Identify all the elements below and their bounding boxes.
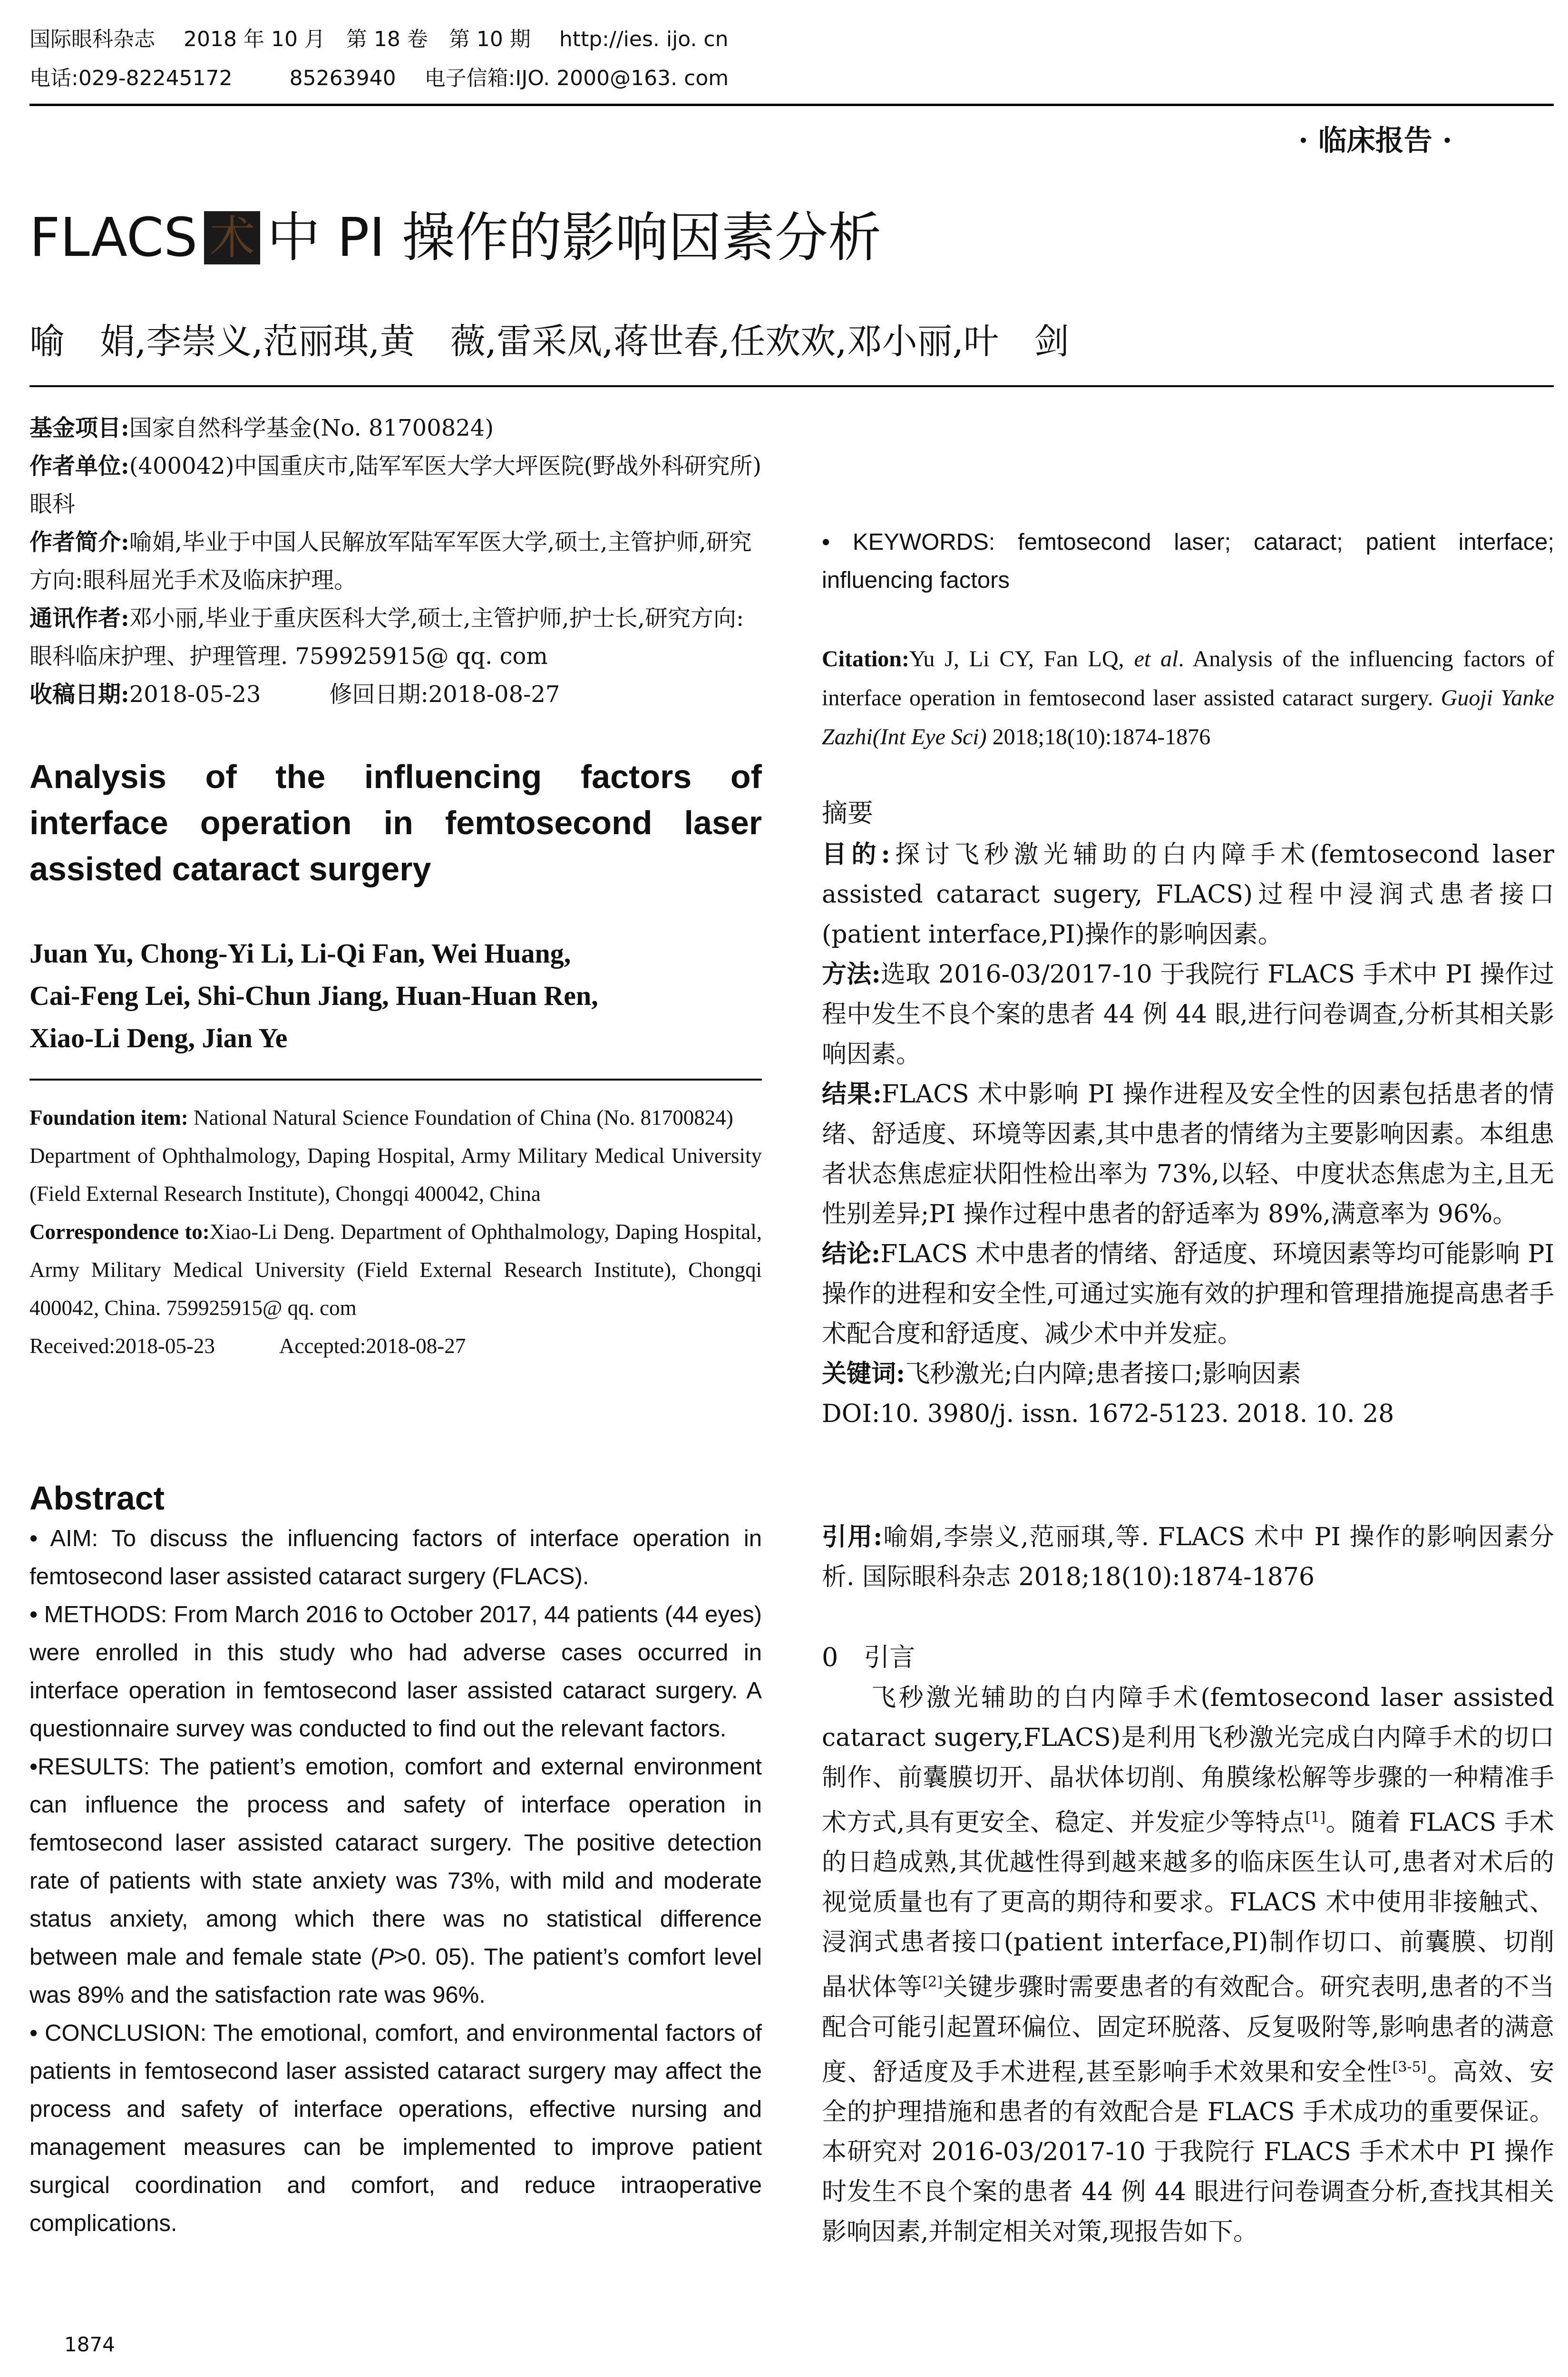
journal-email: 电子信箱:IJO. 2000@163. com bbox=[424, 66, 729, 90]
abstract-cn-aim: 目的:探讨飞秒激光辅助的白内障手术(femtosecond laser assisted cataract sugery, FLACS)过程中浸润式患者接口(patient interface,PI)操作的影响因素。 bbox=[822, 840, 1554, 949]
abstract-cn-doi: DOI:10. 3980/j. issn. 1672-5123. 2018. 10. 28 bbox=[822, 1400, 1394, 1428]
title-en-line: Analysis of the influencing factors of bbox=[29, 758, 762, 795]
abstract-aim: • AIM: To discuss the influencing factors of interface operation in femtosecond laser assisted cataract surgery (FLACS). bbox=[29, 1526, 762, 1589]
abstract-results: •RESULTS: The patient’s emotion, comfort and external environment can influence the process and safety of interface operation in femtosecond laser assisted cataract surgery. The positive detection rate of patients with state anxiety was 73%, with mild and moderate status anxiety, among which there was no statistical difference between male and female state (P>0. 05). The patient’s comfort level was 89% and the satisfaction rate was 96%. bbox=[29, 1754, 762, 2008]
info-correspondence: 通讯作者:邓小丽,毕业于重庆医科大学,硕士,主管护师,护士长,研究方向:眼科临床护理、护理管理. 759925915@ qq. com bbox=[29, 605, 744, 670]
ref-1[interactable]: [1] bbox=[1305, 1809, 1326, 1826]
page-number: 1874 bbox=[64, 2333, 115, 2356]
abstract-conclusion-continued bbox=[822, 409, 1554, 523]
abstract-conclusion: • CONCLUSION: The emotional, comfort, and environmental factors of patients in femtosecond laser assisted cataract surgery may affect the process and safety of interface operations, effective nursing and management measures can be implemented to improve patient surgical coordination and comfort, and reduce intraoperative complications. bbox=[29, 2020, 762, 2236]
info-en-block bbox=[29, 1099, 762, 1365]
abstract-cn-heading: 摘要 bbox=[822, 798, 873, 828]
info-en-dept: Department of Ophthalmology, Daping Hospital, Army Military Medical University (Field External Research Institute), Chongqi 400042, China bbox=[29, 1144, 762, 1206]
title-rule bbox=[29, 385, 1554, 387]
title-en bbox=[29, 754, 762, 892]
citation-en: Citation:Yu J, Li CY, Fan LQ, et al. Analysis of the influencing factors of interface operation in femtosecond laser assisted cataract surgery. Guoji Yanke Zazhi(Int Eye Sci) 2018;18(10):1874-1876 bbox=[822, 646, 1555, 750]
info-en-foundation: Foundation item: National Natural Science Foundation of China (No. 81700824) bbox=[29, 1106, 733, 1130]
info-dates: 收稿日期:2018-05-23 修回日期:2018-08-27 bbox=[29, 681, 560, 708]
info-en-correspondence: Correspondence to:Xiao-Li Deng. Department of Ophthalmology, Daping Hospital, Army Military Medical University (Field External Research Institute), Chongqi 400042, China. 759925915@ qq. com bbox=[29, 1220, 762, 1320]
abstract-keywords: • KEYWORDS: femtosecond laser; cataract; patient interface; influencing factors bbox=[822, 529, 1554, 593]
abstract-en-continued bbox=[822, 409, 1554, 599]
ref-2[interactable]: [2] bbox=[922, 1974, 943, 1991]
header-rule bbox=[29, 104, 1554, 106]
info-affiliation: 作者单位:(400042)中国重庆市,陆军军医大学大坪医院(野战外科研究所)眼科 bbox=[29, 453, 762, 517]
abstract-heading: Abstract bbox=[29, 1480, 165, 1517]
journal-phone: 电话:029-82245172 bbox=[29, 66, 233, 90]
citation-cn: 引用:喻娟,李崇义,范丽琪,等. FLACS 术中 PI 操作的影响因素分析. 国际眼科杂志 2018;18(10):1874-1876 bbox=[822, 1522, 1555, 1591]
info-en-received: Received:2018-05-23 Accepted:2018-08-27 bbox=[29, 1334, 466, 1358]
abstract-cn-methods: 方法:选取 2016-03/2017-10 于我院行 FLACS 手术中 PI 操作过程中发生不良个案的患者 44 例 44 眼,进行问卷调查,分析其相关影响因素。 bbox=[822, 960, 1554, 1069]
abstract-cn-conclusion: 结论:FLACS 术中患者的情绪、舒适度、环境因素等均可能影响 PI 操作的进程和安全性,可通过实施有效的护理和管理措施提高患者手术配合度和舒适度、减少术中并发症。 bbox=[822, 1239, 1554, 1348]
info-cn-block bbox=[29, 409, 762, 713]
title-suffix: 中 PI 操作的影响因素分析 bbox=[267, 207, 882, 269]
abstract-cn-results: 结果:FLACS 术中影响 PI 操作进程及安全性的因素包括患者的情绪、舒适度、环境等因素,其中患者的情绪为主要影响因素。本组患者状态焦虑症状阳性检出率为 73%,以轻、中度状态焦虑为主,且无性别差异;PI 操作过程中患者的舒适率为 89%,满意率为 96%。 bbox=[822, 1080, 1554, 1228]
title-en-line: interface operation in femtosecond laser bbox=[29, 804, 762, 841]
abstract-cn-body bbox=[822, 835, 1554, 1434]
authors-cn: 喻 娟,李崇义,范丽琪,黄 薇,雷采凤,蒋世春,任欢欢,邓小丽,叶 剑 bbox=[29, 321, 1070, 362]
ref-3-5[interactable]: [3-5] bbox=[1392, 2058, 1427, 2075]
intro-paragraph: 飞秒激光辅助的白内障手术(femtosecond laser assisted cataract sugery,FLACS)是利用飞秒激光完成白内障手术的切口制作、前囊膜切开、晶状体切削、角膜缘松解等步骤的一种精准手术方式,具有更安全、稳定、并发症少等特点[1]。随着 FLACS 手术的日趋成熟,其优越性得到越来越多的临床医生认可,患者对术后的视觉质量也有了更高的期待和要求。FLACS 术中使用非接触式、浸润式患者接口(patient interface,PI)制作切口、前囊膜、切削晶状体等[2]关键步骤时需要患者的有效配合。研究表明,患者的不当配合可能引起置环偏位、固定环脱落、反复吸附等,影响患者的满意度、舒适度及手术进程,甚至影响手术效果和安全性[3-5]。高效、安全的护理措施和患者的有效配合是 FLACS 手术成功的重要保证。本研究对 2016-03/2017-10 于我院行 FLACS 手术术中 PI 操作时发生不良个案的患者 44 例 44 眼进行问卷调查分析,查找其相关影响因素,并制定相关对策,现报告如下。 bbox=[822, 1684, 1554, 2246]
paper-title bbox=[29, 207, 881, 269]
abstract-en-body bbox=[29, 1520, 762, 2242]
info-en-rule bbox=[29, 1079, 762, 1081]
authors-en-line: Juan Yu, Chong-Yi Li, Li-Qi Fan, Wei Huang, bbox=[29, 938, 571, 969]
intro-heading: 0 引言 bbox=[822, 1642, 915, 1672]
journal-header-line2 bbox=[29, 64, 1551, 93]
info-foundation: 基金项目:国家自然科学基金(No. 81700824) bbox=[29, 415, 494, 441]
authors-en bbox=[29, 932, 771, 1059]
journal-phone2: 85263940 bbox=[289, 66, 396, 90]
journal-name: 国际眼科杂志 bbox=[29, 27, 155, 51]
abstract-methods: • METHODS: From March 2016 to October 2017, 44 patients (44 eyes) were enrolled in this study who had adverse cases occurred in interface operation in femtosecond laser assisted cataract surgery. A questionnaire survey was conducted to find out the relevant factors. bbox=[29, 1602, 762, 1742]
authors-en-line: Cai-Feng Lei, Shi-Chun Jiang, Huan-Huan Ren, bbox=[29, 980, 598, 1011]
journal-header-line1 bbox=[29, 25, 1551, 54]
abstract-cn-keywords: 关键词:飞秒激光;白内障;患者接口;影响因素 bbox=[822, 1359, 1301, 1388]
title-masked-char: 术 bbox=[204, 211, 260, 264]
journal-url: http://ies. ijo. cn bbox=[559, 27, 729, 51]
title-prefix: FLACS bbox=[29, 207, 198, 269]
section-tag: · 临床报告 · bbox=[1298, 124, 1452, 157]
authors-en-line: Xiao-Li Deng, Jian Ye bbox=[29, 1023, 288, 1053]
info-author-bio: 作者简介:喻娟,毕业于中国人民解放军陆军军医大学,硕士,主管护师,研究方向:眼科屈光手术及临床护理。 bbox=[29, 529, 752, 594]
title-en-line: assisted cataract surgery bbox=[29, 850, 431, 887]
journal-issue: 2018 年 10 月 第 18 卷 第 10 期 bbox=[184, 27, 531, 51]
